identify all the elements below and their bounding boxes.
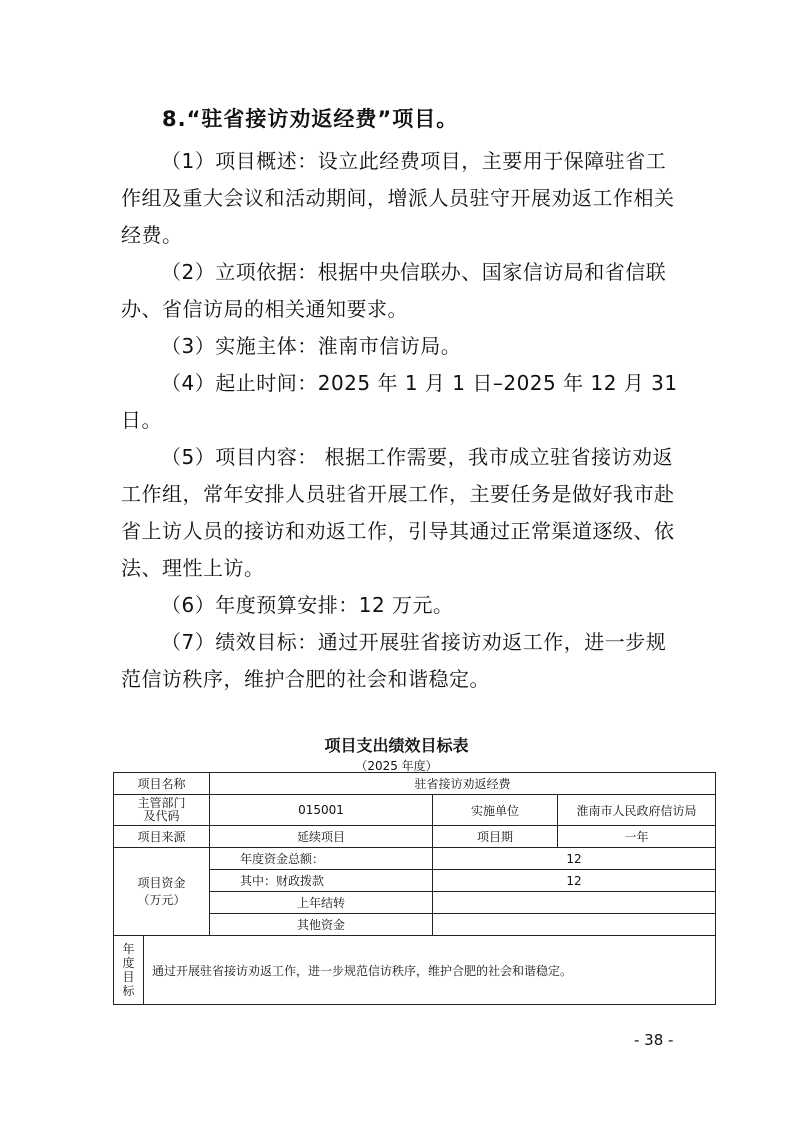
- impl-unit-label: 实施单位: [433, 795, 558, 826]
- table-row: [114, 773, 716, 795]
- dept-code-value: 015001: [210, 795, 433, 826]
- funds-other-value: [433, 914, 716, 936]
- period-value: 一年: [558, 826, 716, 848]
- funds-total-value: 12: [433, 848, 716, 870]
- paragraph-overview: （1）项目概述：设立此经费项目，主要用于保障驻省工作组及重大会议和活动期间，增派人员驻守开展劝返工作相关经费。: [121, 149, 675, 247]
- paragraph-goal: （7）绩效目标：通过开展驻省接访劝返工作，进一步规范信访秩序，维护合肥的社会和谐稳定。: [121, 630, 667, 691]
- period-label: 项目期: [433, 826, 558, 848]
- table-title: 项目支出绩效目标表: [324, 736, 469, 755]
- paragraph-budget: （6）年度预算安排：12 万元。: [161, 593, 454, 617]
- dept-label: 主管部门 及代码: [114, 795, 210, 826]
- paragraph-basis: （2）立项依据：根据中央信联办、国家信访局和省信联办、省信访局的相关通知要求。: [121, 260, 667, 321]
- impl-unit-value: 淮南市人民政府信访局: [558, 795, 716, 826]
- source-value: 延续项目: [210, 826, 433, 848]
- table-row: [114, 826, 716, 848]
- funds-fiscal-label: 其中：财政拨款: [210, 870, 433, 892]
- project-name-value: 驻省接访劝返经费: [210, 773, 716, 795]
- source-label: 项目来源: [114, 826, 210, 848]
- table-row: [114, 795, 716, 826]
- page-number: - 38 -: [634, 1031, 674, 1049]
- table-row: [114, 848, 716, 870]
- table-subtitle: （2025 年度）: [355, 759, 438, 773]
- funds-carry-value: [433, 892, 716, 914]
- paragraph-content: （5）项目内容： 根据工作需要，我市成立驻省接访劝返工作组，常年安排人员驻省开展工作，主要任务是做好我市赴省上访人员的接访和劝返工作，引导其通过正常渠道逐级、依法、理性上访。: [121, 445, 675, 580]
- paragraph-implementer: （3）实施主体：淮南市信访局。: [161, 334, 462, 358]
- project-name-label: 项目名称: [114, 773, 210, 795]
- goal-label: 年 度 目 标: [114, 936, 144, 1005]
- funds-other-label: 其他资金: [210, 914, 433, 936]
- goal-value: 通过开展驻省接访劝返工作，进一步规范信访秩序，维护合肥的社会和谐稳定。: [144, 936, 716, 1005]
- funds-carry-label: 上年结转: [210, 892, 433, 914]
- funds-total-label: 年度资金总额：: [210, 848, 433, 870]
- paragraph-period: （4）起止时间：2025 年 1 月 1 日–2025 年 12 月 31 日。: [121, 371, 678, 432]
- section-heading: 8.“驻省接访劝返经费”项目。: [162, 107, 459, 131]
- performance-table: [113, 772, 716, 1005]
- table-row: [114, 936, 716, 1005]
- funds-label: 项目资金 （万元）: [114, 848, 210, 936]
- funds-fiscal-value: 12: [433, 870, 716, 892]
